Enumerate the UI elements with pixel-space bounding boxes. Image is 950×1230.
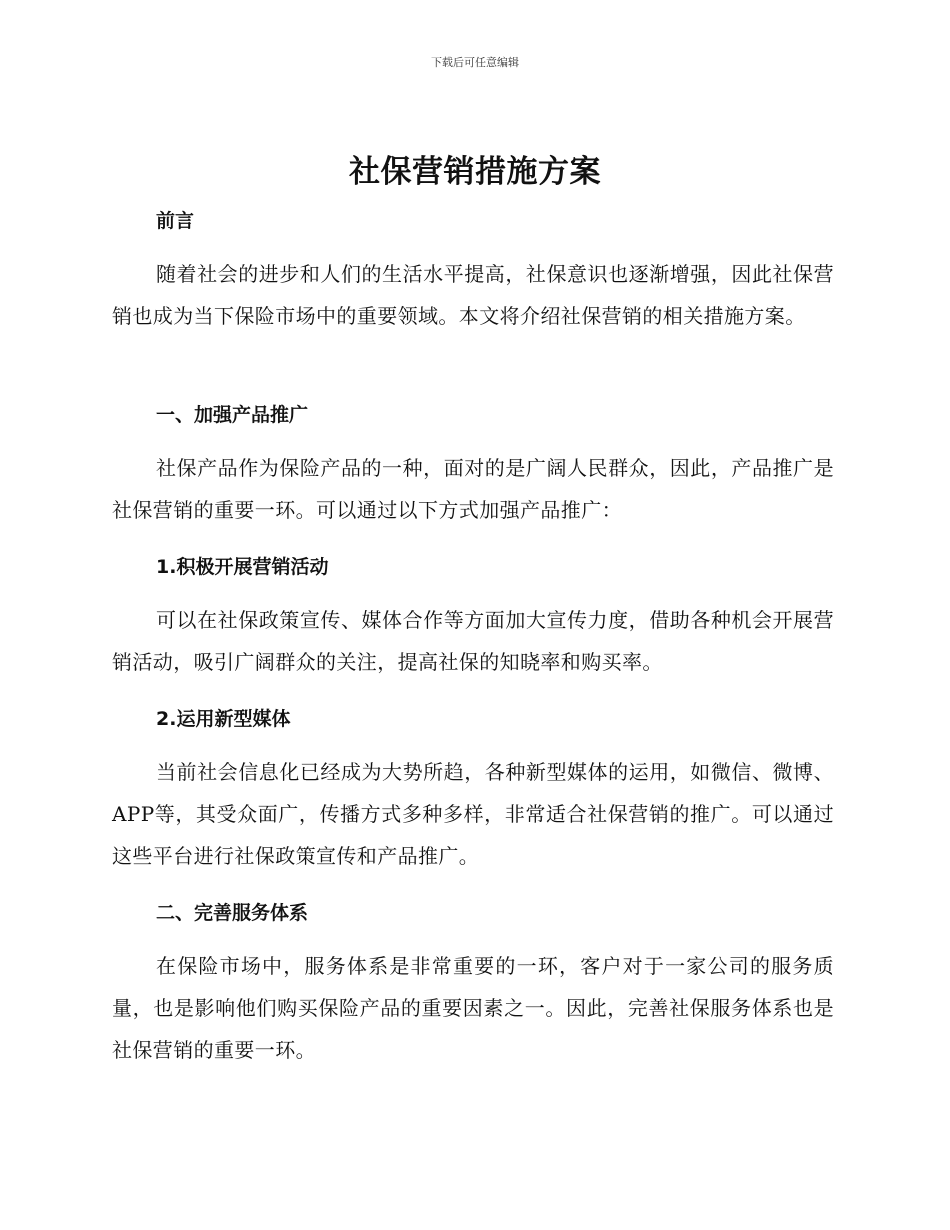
section-1-heading: 一、加强产品推广 (156, 404, 309, 426)
section-1-paragraph: 社保产品作为保险产品的一种，面对的是广阔人民群众，因此，产品推广是社保营销的重要一环。可以通过以下方式加强产品推广： (112, 456, 834, 522)
preface-heading: 前言 (156, 210, 195, 232)
preface-paragraph: 随着社会的进步和人们的生活水平提高，社保意识也逐渐增强，因此社保营销也成为当下保险市场中的重要领域。本文将介绍社保营销的相关措施方案。 (112, 262, 834, 328)
section-2-heading: 二、完善服务体系 (156, 902, 309, 924)
subsection-1-paragraph: 可以在社保政策宣传、媒体合作等方面加大宣传力度，借助各种机会开展营销活动，吸引广阔群众的关注，提高社保的知晓率和购买率。 (112, 608, 834, 674)
section-2-paragraph: 在保险市场中，服务体系是非常重要的一环，客户对于一家公司的服务质量，也是影响他们购买保险产品的重要因素之一。因此，完善社保服务体系也是社保营销的重要一环。 (112, 954, 834, 1062)
page-header-note: 下载后可任意编辑 (431, 56, 519, 69)
subsection-2-heading: 2.运用新型媒体 (156, 708, 291, 730)
subsection-1-heading: 1.积极开展营销活动 (156, 556, 329, 578)
subsection-2-paragraph: 当前社会信息化已经成为大势所趋，各种新型媒体的运用，如微信、微博、APP等，其受众面广，传播方式多种多样，非常适合社保营销的推广。可以通过这些平台进行社保政策宣传和产品推广。 (112, 760, 834, 868)
document-title: 社保营销措施方案 (349, 154, 601, 190)
